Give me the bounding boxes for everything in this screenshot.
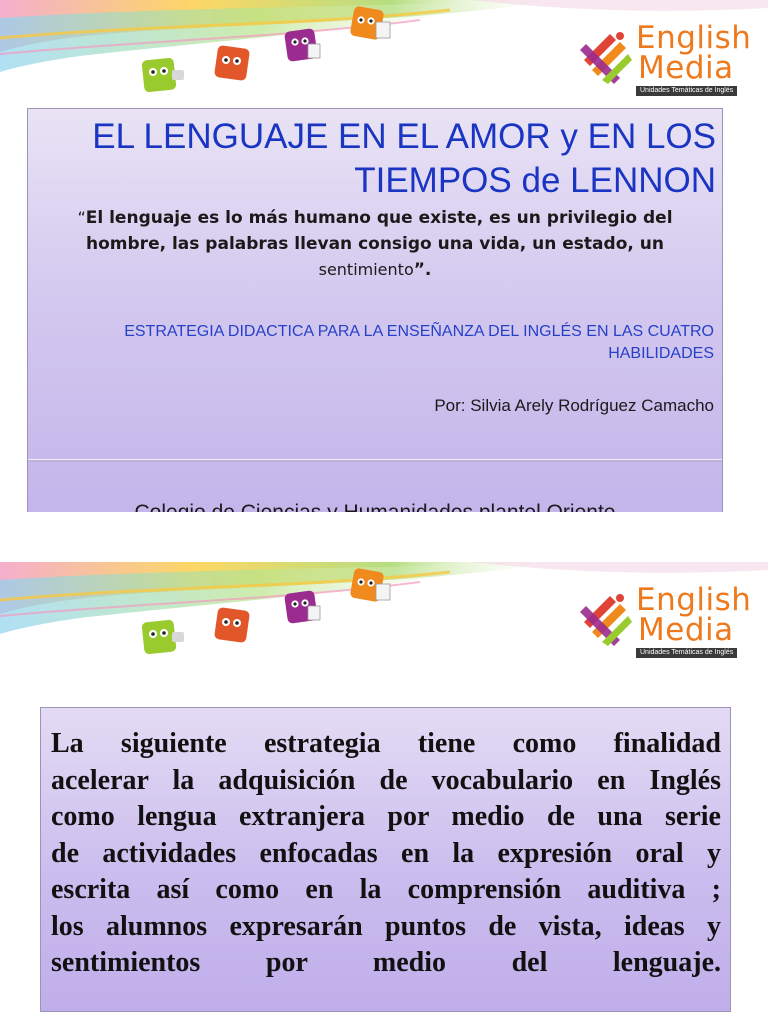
- author-line: Por: Silvia Arely Rodríguez Camacho: [434, 396, 714, 415]
- title-panel: [28, 109, 722, 459]
- quote: [48, 205, 702, 283]
- paragraph-line: La siguiente estrategia tiene como finalidad: [51, 728, 721, 759]
- logo-word-english: English: [636, 582, 752, 618]
- quote-end-word: sentimiento: [318, 260, 414, 279]
- english-media-logo: [580, 22, 758, 100]
- logo-tagline: Unidades Temáticas de Inglés: [636, 86, 737, 96]
- logo-tagline: Unidades Temáticas de Inglés: [636, 648, 737, 658]
- english-media-logo-icon: [580, 30, 634, 86]
- slide-title: EL LENGUAJE EN EL AMOR y EN LOS TIEMPOS de LENNON: [92, 117, 716, 200]
- logo-word-media: Media: [638, 50, 734, 86]
- title-box: [27, 108, 723, 536]
- english-media-logo: [580, 584, 758, 662]
- text-box: [40, 707, 731, 1012]
- paragraph-line: escrita así como en la comprensión auditiva ;: [51, 874, 721, 905]
- paragraph-line: como lengua extranjera por medio de una serie: [51, 801, 721, 832]
- quote-close-mark: ”.: [413, 260, 432, 280]
- paragraph-line: acelerar la adquisición de vocabulario en Inglés: [51, 764, 721, 796]
- logo-word-english: English: [636, 20, 752, 56]
- quote-open-mark: “: [77, 208, 86, 227]
- paragraph-line: los alumnos expresarán puntos de vista, ideas y: [51, 910, 721, 942]
- slide-2: [0, 512, 768, 1024]
- strategy-subtitle: ESTRATEGIA DIDACTICA PARA LA ENSEÑANZA DEL INGLÉS EN LAS CUATRO HABILIDADES: [124, 323, 714, 362]
- paragraph-line: de actividades enfocadas en la expresión oral y: [51, 837, 721, 869]
- panel-divider: [28, 459, 722, 462]
- logo-word-media: Media: [638, 612, 734, 648]
- strategy-paragraph: [51, 726, 721, 982]
- paragraph-line: sentimientos por medio del lenguaje.: [51, 947, 721, 978]
- quote-text: El lenguaje es lo más humano que existe, es un privilegio del hombre, las palabras llevan consigo una vida, un estado, un: [85, 208, 673, 254]
- english-media-logo-icon: [580, 592, 634, 648]
